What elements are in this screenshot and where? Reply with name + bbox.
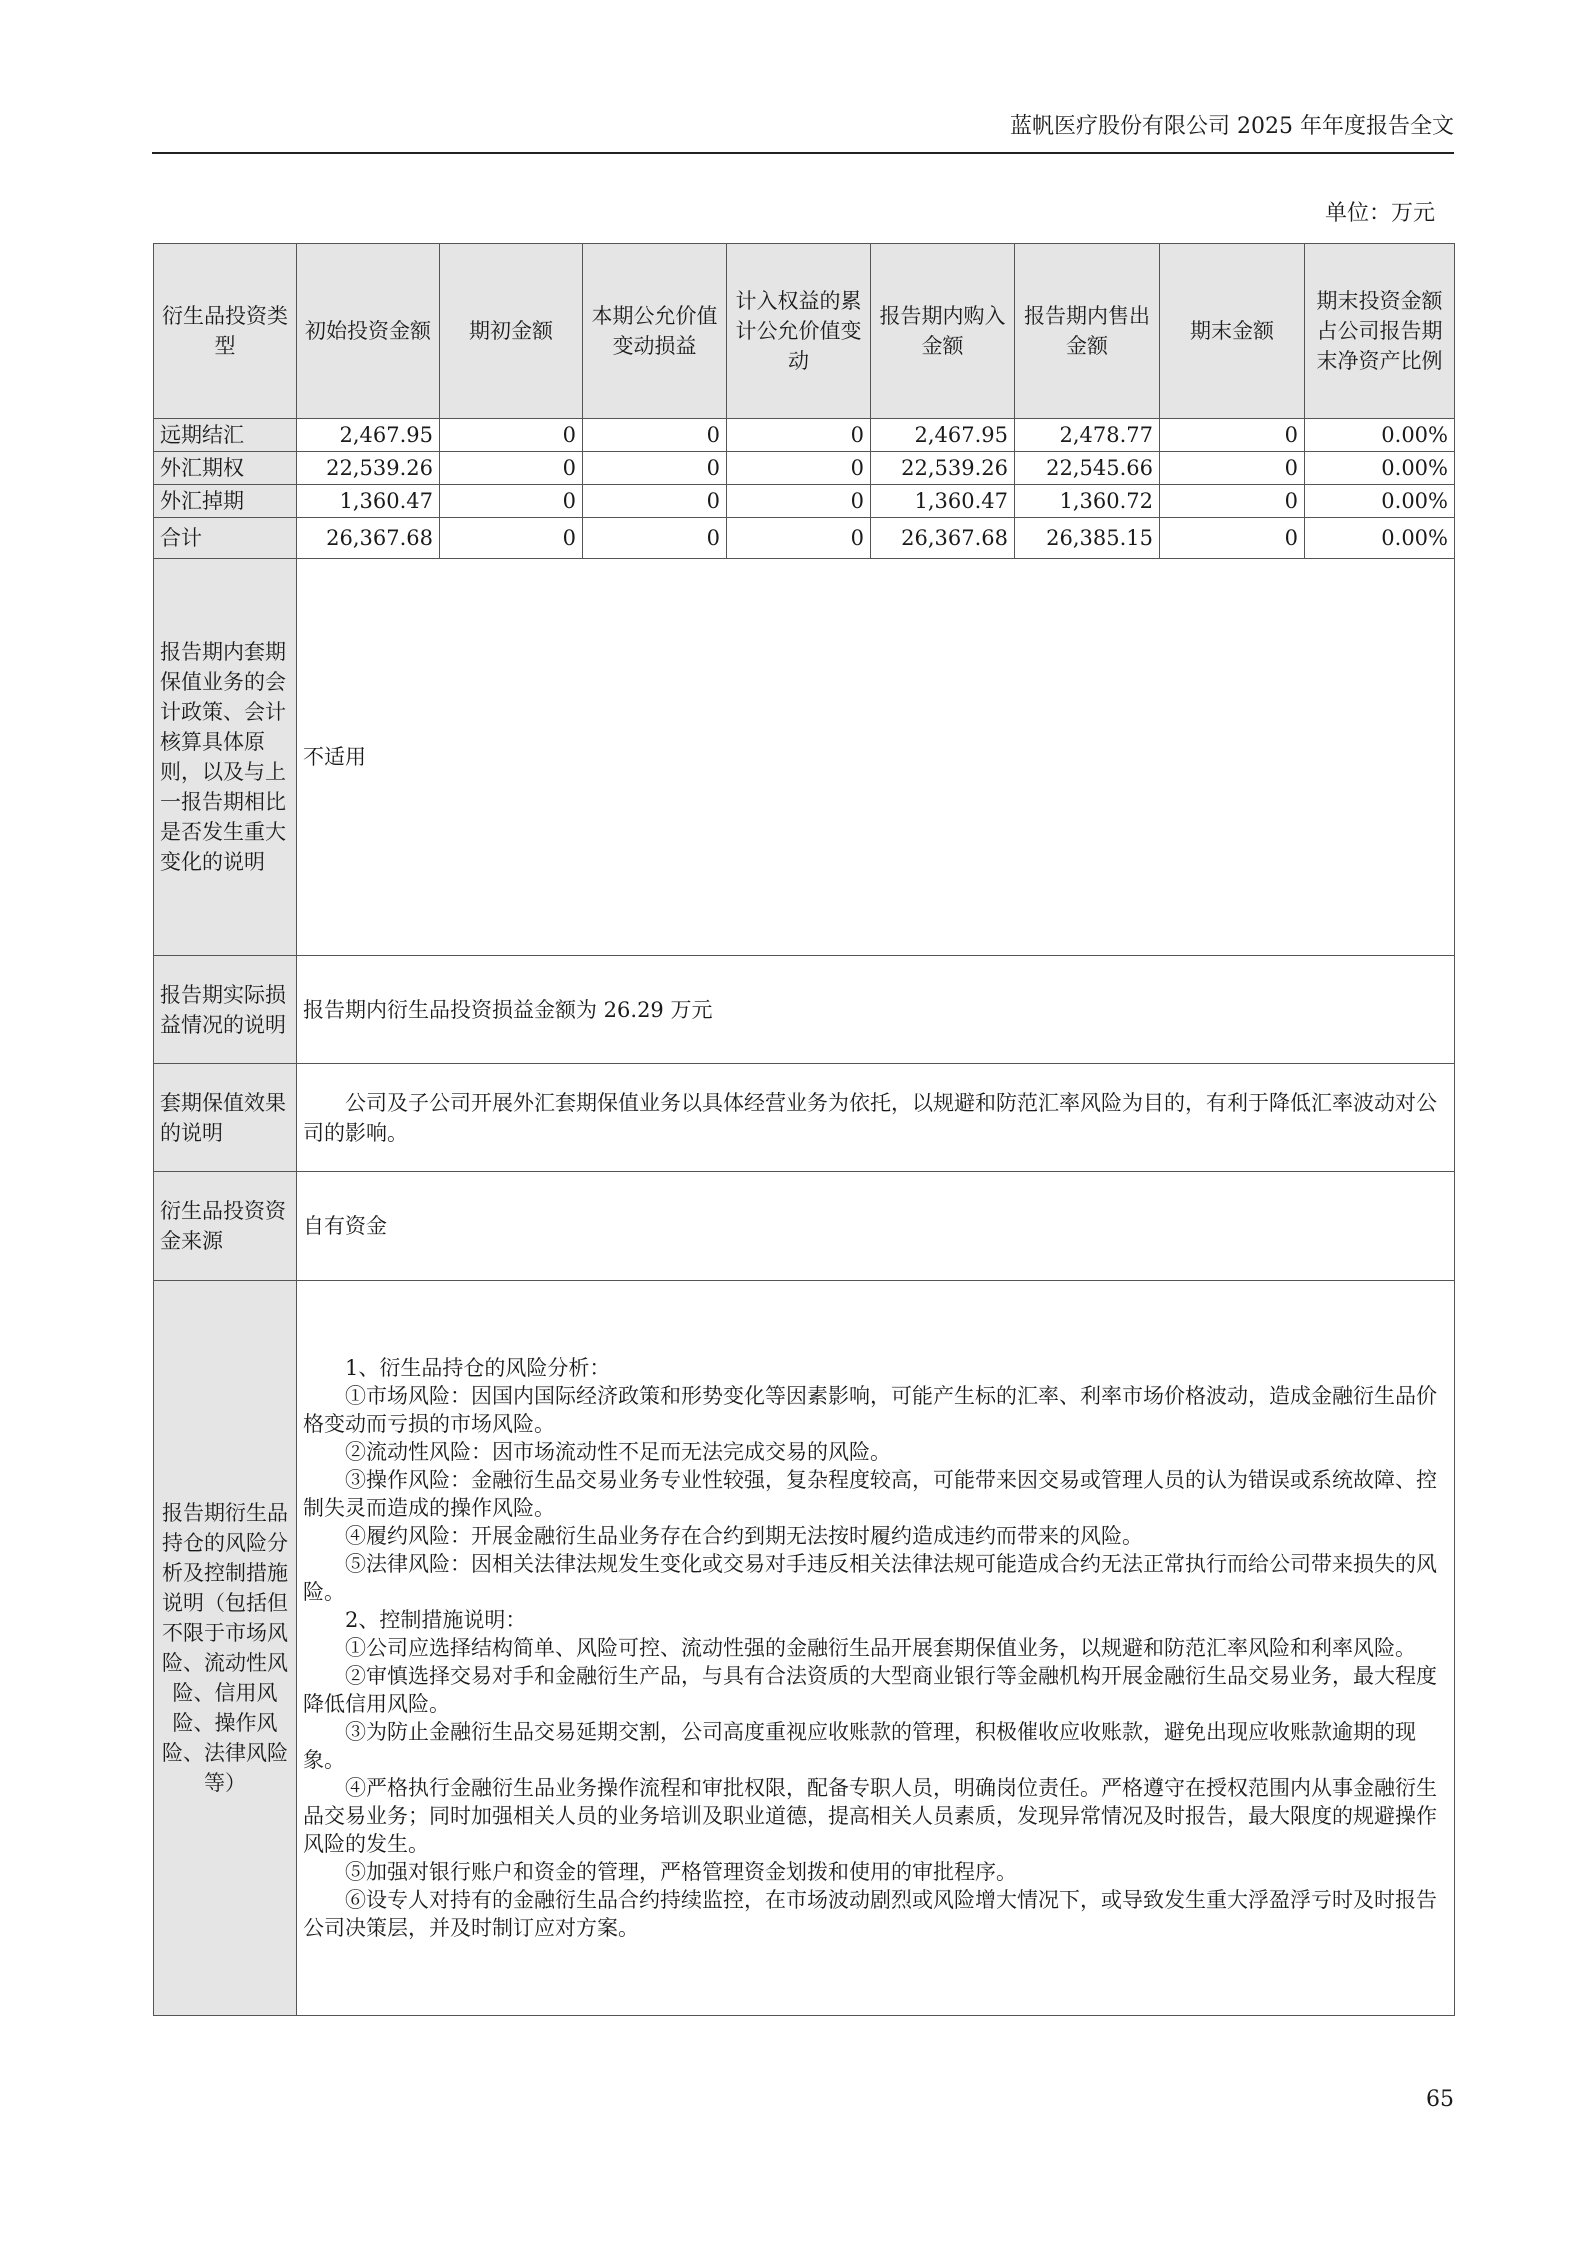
table-cell: 0 [1160,419,1305,452]
risk-paragraph: ⑤法律风险：因相关法律法规发生变化或交易对手违反相关法律法规可能造成合约无法正常执行而给公司带来损失的风险。 [303,1552,1437,1604]
table-cell: 26,367.68 [297,518,440,559]
table-cell: 1,360.47 [871,485,1015,518]
info-label: 报告期内套期保值业务的会计政策、会计核算具体原则，以及与上一报告期相比是否发生重大变化的说明 [154,559,297,956]
table-row [154,485,1455,518]
row-label: 外汇掉期 [154,485,297,518]
table-cell: 0 [727,518,871,559]
table-cell: 2,467.95 [871,419,1015,452]
table-cell: 0 [727,452,871,485]
header-cell: 计入权益的累计公允价值变动 [727,244,871,419]
info-value: 报告期内衍生品投资损益金额为 26.29 万元 [297,956,1455,1064]
table-cell: 0 [583,485,727,518]
unit-label: 单位：万元 [1324,201,1435,226]
table-cell: 0.00% [1305,452,1455,485]
risk-paragraph: ②流动性风险：因市场流动性不足而无法完成交易的风险。 [345,1440,891,1464]
header-cell: 报告期内购入金额 [871,244,1015,419]
table-cell: 0 [1160,452,1305,485]
table-cell: 0 [440,452,583,485]
risk-paragraph: ④严格执行金融衍生品业务操作流程和审批权限，配备专职人员，明确岗位责任。严格遵守在授权范围内从事金融衍生品交易业务；同时加强相关人员的业务培训及职业道德，提高相关人员素质，发现异常情况及时报告，最大限度的规避操作风险的发生。 [303,1776,1437,1856]
table-cell: 0 [583,419,727,452]
table-cell: 26,385.15 [1015,518,1160,559]
info-value: 公司及子公司开展外汇套期保值业务以具体经营业务为依托，以规避和防范汇率风险为目的，有利于降低汇率波动对公司的影响。 [297,1064,1455,1172]
table-cell: 0.00% [1305,419,1455,452]
header-cell: 期初金额 [440,244,583,419]
header-cell: 报告期内售出金额 [1015,244,1160,419]
table-cell: 0 [727,419,871,452]
table-cell: 1,360.72 [1015,485,1160,518]
info-row-actual-pnl [154,956,1455,1064]
table-cell: 26,367.68 [871,518,1015,559]
header-cell: 期末投资金额占公司报告期末净资产比例 [1305,244,1455,419]
info-row-accounting-policy [154,559,1455,956]
table-row [154,419,1455,452]
page-number: 65 [1426,2087,1454,2112]
table-cell: 0 [440,518,583,559]
risk-paragraph: 1、衍生品持仓的风险分析： [345,1356,611,1380]
info-label: 报告期实际损益情况的说明 [154,956,297,1064]
info-label: 套期保值效果的说明 [154,1064,297,1172]
row-label: 远期结汇 [154,419,297,452]
table-total-row [154,518,1455,559]
info-row-hedge-effect [154,1064,1455,1172]
table-cell: 2,467.95 [297,419,440,452]
table-cell: 0.00% [1305,518,1455,559]
table-cell: 22,539.26 [871,452,1015,485]
info-value: 不适用 [297,559,1455,956]
row-label: 外汇期权 [154,452,297,485]
risk-paragraph: ②审慎选择交易对手和金融衍生产品，与具有合法资质的大型商业银行等金融机构开展金融衍生品交易业务，最大程度降低信用风险。 [303,1664,1437,1716]
derivatives-table [153,243,1455,2016]
risk-paragraph: ③为防止金融衍生品交易延期交割，公司高度重视应收账款的管理，积极催收应收账款，避免出现应收账款逾期的现象。 [303,1720,1416,1772]
table-cell: 0 [1160,518,1305,559]
table-cell: 0 [583,452,727,485]
table-cell: 22,539.26 [297,452,440,485]
risk-label: 报告期衍生品持仓的风险分析及控制措施说明（包括但不限于市场风险、流动性风险、信用风险、操作风险、法律风险等） [154,1281,297,2016]
table-row [154,452,1455,485]
info-value: 自有资金 [297,1172,1455,1281]
header-cell: 期末金额 [1160,244,1305,419]
table-cell: 1,360.47 [297,485,440,518]
info-row-fund-source [154,1172,1455,1281]
table-header-row [154,244,1455,419]
header-cell: 初始投资金额 [297,244,440,419]
header-divider [152,152,1454,154]
table-cell: 0 [440,485,583,518]
risk-content [297,1281,1455,2016]
info-row-risk-analysis [154,1281,1455,2016]
table-cell: 2,478.77 [1015,419,1160,452]
risk-paragraph: ①市场风险：因国内国际经济政策和形势变化等因素影响，可能产生标的汇率、利率市场价格波动，造成金融衍生品价格变动而亏损的市场风险。 [303,1384,1437,1436]
table-cell: 0 [727,485,871,518]
risk-paragraph: ①公司应选择结构简单、风险可控、流动性强的金融衍生品开展套期保值业务，以规避和防范汇率风险和利率风险。 [345,1636,1416,1660]
info-label: 衍生品投资资金来源 [154,1172,297,1281]
table-cell: 0 [583,518,727,559]
risk-paragraph: ④履约风险：开展金融衍生品业务存在合约到期无法按时履约造成违约而带来的风险。 [345,1524,1143,1548]
risk-paragraph: ③操作风险：金融衍生品交易业务专业性较强，复杂程度较高，可能带来因交易或管理人员的认为错误或系统故障、控制失灵而造成的操作风险。 [303,1468,1437,1520]
header-cell: 衍生品投资类型 [154,244,297,419]
risk-paragraph: ⑤加强对银行账户和资金的管理，严格管理资金划拨和使用的审批程序。 [345,1860,1017,1884]
risk-paragraph: 2、控制措施说明： [345,1608,527,1632]
table-cell: 0.00% [1305,485,1455,518]
table-cell: 0 [1160,485,1305,518]
table-cell: 0 [440,419,583,452]
risk-paragraph: ⑥设专人对持有的金融衍生品合约持续监控，在市场波动剧烈或风险增大情况下，或导致发生重大浮盈浮亏时及时报告公司决策层，并及时制订应对方案。 [303,1888,1437,1940]
header-cell: 本期公允价值变动损益 [583,244,727,419]
row-label: 合计 [154,518,297,559]
report-header-title: 蓝帆医疗股份有限公司 2025 年年度报告全文 [1010,114,1454,139]
table-cell: 22,545.66 [1015,452,1160,485]
